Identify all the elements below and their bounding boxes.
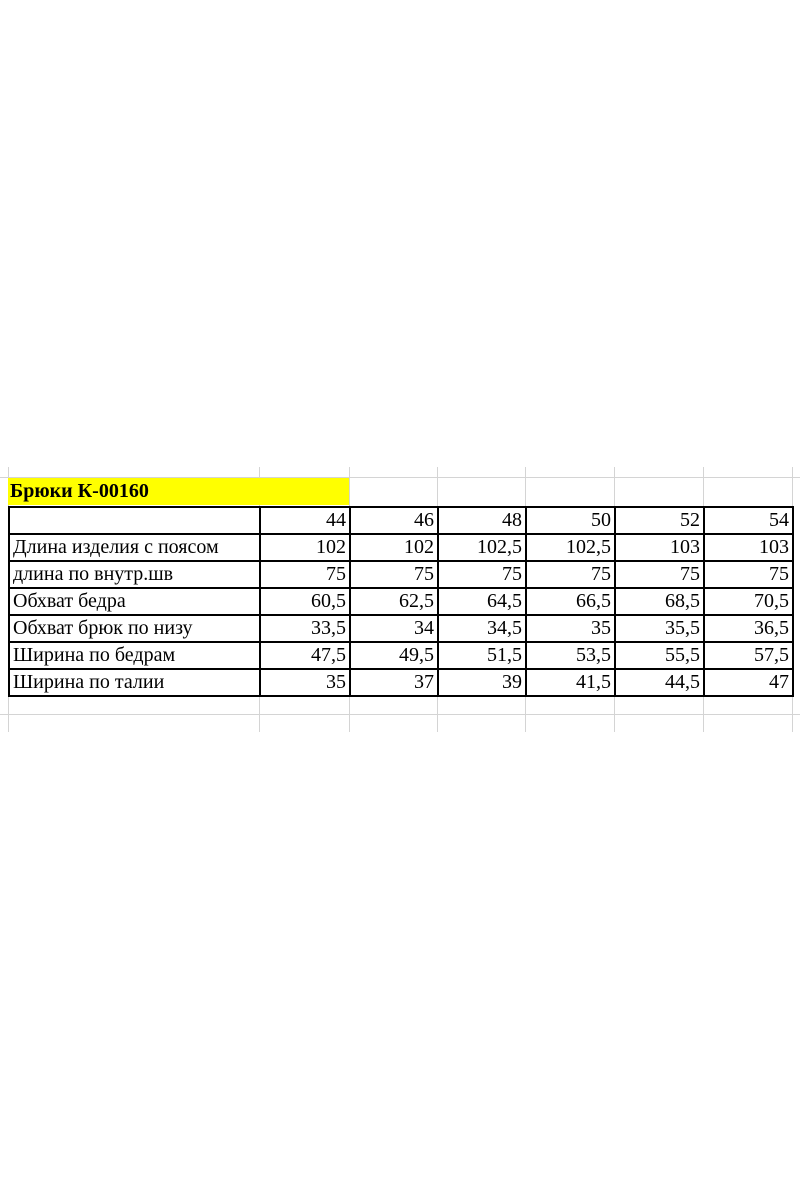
table-row	[9, 642, 793, 669]
size-table	[8, 506, 794, 697]
value-cell[interactable]: 44,5	[615, 669, 704, 696]
value-cell[interactable]: 33,5	[260, 615, 350, 642]
sheet-title: Брюки К-00160	[10, 480, 149, 502]
value-cell[interactable]: 68,5	[615, 588, 704, 615]
value-cell[interactable]: 70,5	[704, 588, 793, 615]
size-header-cell[interactable]: 44	[260, 507, 350, 534]
value-cell[interactable]: 57,5	[704, 642, 793, 669]
value-cell[interactable]: 102,5	[438, 534, 526, 561]
row-label-cell[interactable]: длина по внутр.шв	[9, 561, 260, 588]
table-row	[9, 534, 793, 561]
size-header-cell[interactable]: 52	[615, 507, 704, 534]
table-row	[9, 615, 793, 642]
value-cell[interactable]: 62,5	[350, 588, 438, 615]
value-cell[interactable]: 47,5	[260, 642, 350, 669]
row-label-cell[interactable]: Обхват бедра	[9, 588, 260, 615]
value-cell[interactable]: 103	[615, 534, 704, 561]
value-cell[interactable]: 75	[615, 561, 704, 588]
row-label-cell[interactable]: Ширина по бедрам	[9, 642, 260, 669]
size-header-cell[interactable]: 54	[704, 507, 793, 534]
value-cell[interactable]: 37	[350, 669, 438, 696]
value-cell[interactable]: 75	[526, 561, 615, 588]
value-cell[interactable]: 75	[704, 561, 793, 588]
value-cell[interactable]: 47	[704, 669, 793, 696]
value-cell[interactable]: 34	[350, 615, 438, 642]
size-header-cell[interactable]: 50	[526, 507, 615, 534]
table-cell[interactable]	[9, 507, 260, 534]
value-cell[interactable]: 35,5	[615, 615, 704, 642]
value-cell[interactable]: 64,5	[438, 588, 526, 615]
value-cell[interactable]: 35	[260, 669, 350, 696]
value-cell[interactable]: 39	[438, 669, 526, 696]
value-cell[interactable]: 36,5	[704, 615, 793, 642]
value-cell[interactable]: 51,5	[438, 642, 526, 669]
value-cell[interactable]: 53,5	[526, 642, 615, 669]
value-cell[interactable]: 49,5	[350, 642, 438, 669]
value-cell[interactable]: 102,5	[526, 534, 615, 561]
table-row	[9, 669, 793, 696]
row-label-cell[interactable]: Длина изделия с поясом	[9, 534, 260, 561]
value-cell[interactable]: 75	[260, 561, 350, 588]
table-row	[9, 588, 793, 615]
size-header-cell[interactable]: 46	[350, 507, 438, 534]
value-cell[interactable]: 102	[350, 534, 438, 561]
size-header-cell[interactable]: 48	[438, 507, 526, 534]
sheet-title-cell[interactable]	[8, 478, 349, 505]
header-row	[9, 507, 793, 534]
value-cell[interactable]: 103	[704, 534, 793, 561]
value-cell[interactable]: 34,5	[438, 615, 526, 642]
value-cell[interactable]: 35	[526, 615, 615, 642]
value-cell[interactable]: 102	[260, 534, 350, 561]
value-cell[interactable]: 75	[438, 561, 526, 588]
table-row	[9, 561, 793, 588]
value-cell[interactable]: 66,5	[526, 588, 615, 615]
value-cell[interactable]: 60,5	[260, 588, 350, 615]
spreadsheet	[0, 467, 800, 737]
gridline	[0, 714, 800, 715]
row-label-cell[interactable]: Ширина по талии	[9, 669, 260, 696]
value-cell[interactable]: 75	[350, 561, 438, 588]
value-cell[interactable]: 55,5	[615, 642, 704, 669]
value-cell[interactable]: 41,5	[526, 669, 615, 696]
row-label-cell[interactable]: Обхват брюк по низу	[9, 615, 260, 642]
